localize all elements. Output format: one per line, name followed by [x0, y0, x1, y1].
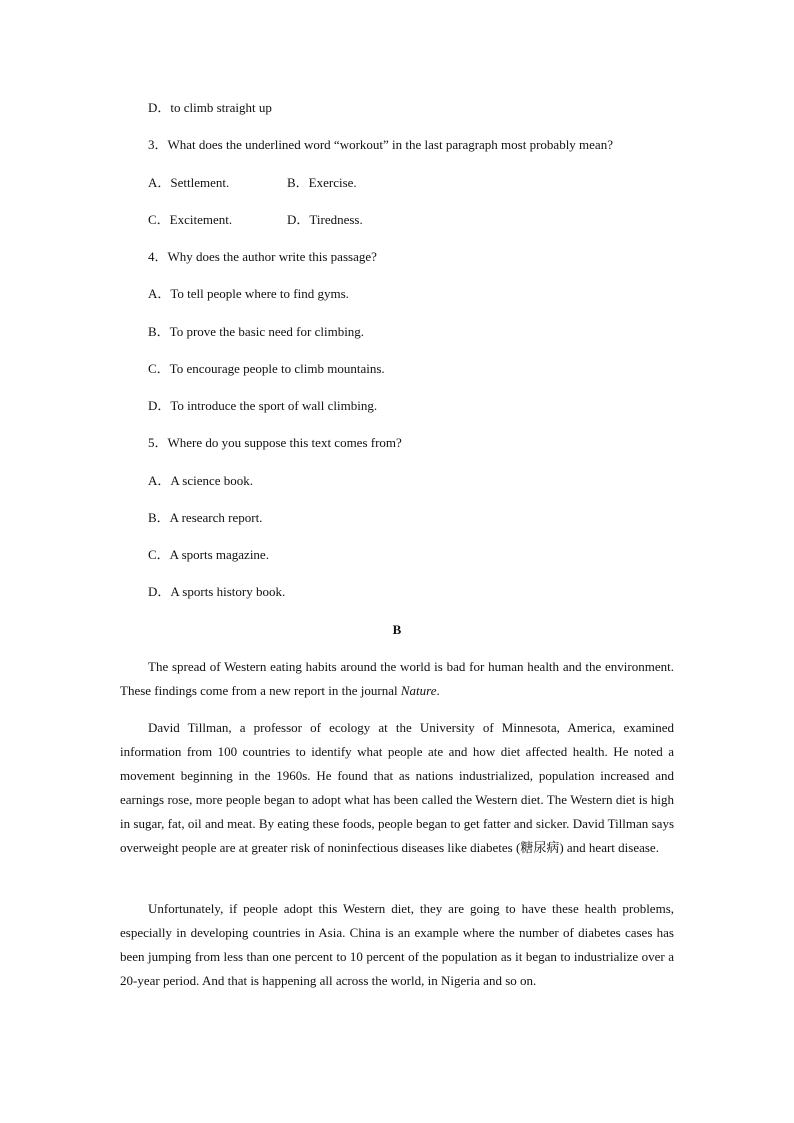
question-3-options-row-1	[148, 175, 357, 191]
option-4c: C．To encourage people to climb mountains.	[148, 361, 385, 376]
option-4a: A．To tell people where to find gyms.	[148, 286, 349, 301]
option-3b: B．Exercise.	[287, 175, 357, 190]
option-5b: B．A research report.	[148, 510, 263, 525]
section-b-paragraph-2: David Tillman, a professor of ecology at the University of Minnesota, America, examined information from 100 countries to identify what people ate and how diet affected health. He noted a movement beginning in the 1960s. He found that as nations industrialized, population increased and earnings rose, more people began to adopt what has been called the Western diet. The Western diet is high in sugar, fat, oil and meat. By eating these foods, people began to get fatter and sicker. David Tillman says overweight people are at greater risk of noninfectious diseases like diabetes (糖尿病) and heart disease.	[120, 720, 674, 855]
option-3c: C．Excitement.	[148, 212, 233, 227]
question-4-stem: 4．Why does the author write this passage?	[148, 249, 377, 264]
option-5c: C．A sports magazine.	[148, 547, 269, 562]
question-3-stem: 3．What does the underlined word “workout” in the last paragraph most probably mean?	[148, 137, 613, 152]
journal-name: Nature	[400, 683, 437, 698]
option-5d: D．A sports history book.	[148, 584, 286, 599]
question-5-stem: 5．Where do you suppose this text comes from?	[148, 435, 402, 450]
option-3a: A．Settlement.	[148, 175, 230, 190]
question-3-options-row-2	[148, 212, 363, 228]
section-b-paragraph-3: Unfortunately, if people adopt this Western diet, they are going to have these health problems, especially in developing countries in Asia. China is an example where the number of diabetes cases has been jumping from less than one percent to 10 percent of the population as it began to industrialize over a 20-year period. And that is happening all across the world, in Nigeria and so on.	[120, 901, 674, 988]
option-2d: D．to climb straight up	[148, 100, 272, 115]
option-3d: D．Tiredness.	[287, 212, 363, 227]
option-4b: B．To prove the basic need for climbing.	[148, 324, 365, 339]
paragraph-1-text: The spread of Western eating habits around the world is bad for human health and the environment. These findings come from a new report in the journal	[120, 659, 674, 698]
option-5a: A．A science book.	[148, 473, 254, 488]
section-b-heading: B	[392, 622, 402, 637]
paragraph-1-end: .	[436, 683, 440, 698]
section-b-paragraph-1	[120, 655, 674, 703]
option-4d: D．To introduce the sport of wall climbing.	[148, 398, 378, 413]
